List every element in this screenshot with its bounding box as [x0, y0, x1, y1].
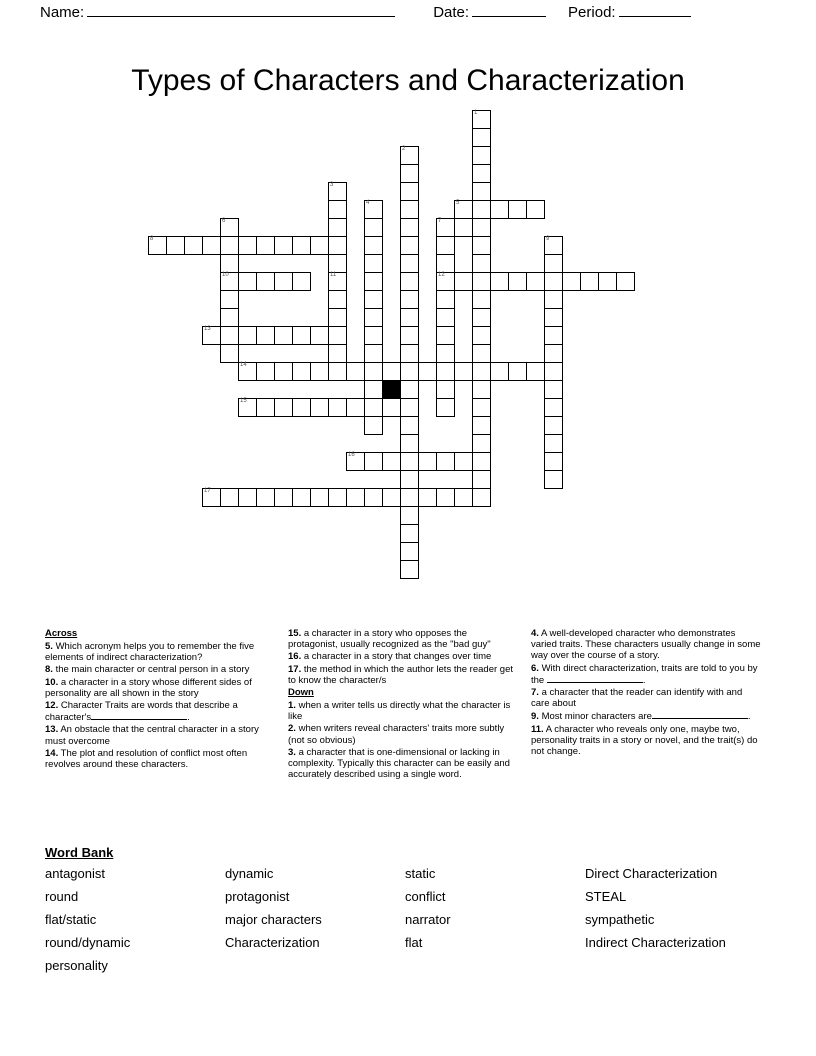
crossword-cell[interactable]	[328, 362, 347, 381]
crossword-block-cell	[382, 380, 401, 399]
word-bank-item[interactable]: flat	[405, 935, 423, 950]
crossword-cell[interactable]	[472, 416, 491, 435]
crossword-cell[interactable]	[454, 362, 473, 381]
clue-text: a character in a story who opposes the protagonist, usually recognized as the "bad guy"	[288, 628, 491, 651]
crossword-cell[interactable]	[292, 326, 311, 345]
crossword-cell-number: 13	[204, 326, 211, 332]
crossword-cell[interactable]	[220, 272, 239, 291]
clue-number: 14.	[45, 747, 59, 759]
crossword-cell[interactable]	[292, 398, 311, 417]
crossword-cell[interactable]	[400, 326, 419, 345]
across-heading: Across	[45, 628, 78, 639]
crossword-cell[interactable]	[454, 200, 473, 219]
clue-item	[531, 724, 763, 758]
crossword-cell[interactable]	[436, 236, 455, 255]
crossword-cell[interactable]	[472, 146, 491, 165]
crossword-cell[interactable]	[364, 452, 383, 471]
crossword-cell[interactable]	[418, 452, 437, 471]
crossword-cell[interactable]	[328, 272, 347, 291]
crossword-cell[interactable]	[472, 380, 491, 399]
word-bank-item[interactable]: round/dynamic	[45, 935, 131, 950]
clue-number: 2.	[288, 723, 296, 735]
crossword-cell[interactable]	[364, 272, 383, 291]
word-bank-item[interactable]: STEAL	[585, 889, 627, 904]
worksheet-header	[40, 4, 776, 21]
crossword-cell-number: 12	[438, 272, 445, 278]
crossword-cell[interactable]	[400, 290, 419, 309]
crossword-cell[interactable]	[544, 272, 563, 291]
clues-column-2	[288, 628, 531, 781]
crossword-cell[interactable]	[238, 272, 257, 291]
crossword-cell[interactable]	[346, 362, 365, 381]
clue-number: 3.	[288, 746, 296, 758]
crossword-cell[interactable]	[328, 254, 347, 273]
crossword-cell-number: 17	[204, 488, 211, 494]
crossword-cell[interactable]	[202, 236, 221, 255]
crossword-cell[interactable]	[544, 470, 563, 489]
clue-trailing-punctuation: .	[747, 711, 751, 723]
crossword-cell[interactable]	[436, 254, 455, 273]
clue-trailing-punctuation: .	[187, 712, 190, 724]
crossword-cell[interactable]	[436, 308, 455, 327]
crossword-cell[interactable]	[292, 488, 311, 507]
across-clue-list-part1	[45, 641, 276, 770]
crossword-cell[interactable]	[238, 488, 257, 507]
clue-number: 10.	[45, 676, 59, 688]
crossword-cell[interactable]	[400, 236, 419, 255]
clue-text: With direct characterization, traits are told to you by the	[531, 662, 758, 686]
crossword-cell[interactable]	[544, 236, 563, 255]
crossword-cell[interactable]	[472, 254, 491, 273]
clue-text: the main character or central person in a story	[52, 664, 250, 676]
crossword-cell[interactable]	[310, 236, 329, 255]
crossword-cell-number: 1	[474, 110, 478, 116]
period-label: Period:	[568, 4, 616, 21]
crossword-cell[interactable]	[400, 470, 419, 489]
crossword-cell[interactable]	[472, 182, 491, 201]
clue-text: when writers reveal characters' traits more subtly (not so obvious)	[288, 723, 505, 746]
crossword-cell[interactable]	[472, 488, 491, 507]
clue-item	[531, 663, 763, 686]
crossword-cell[interactable]	[544, 434, 563, 453]
page-title: Types of Characters and Characterization	[131, 64, 685, 98]
crossword-cell[interactable]	[346, 488, 365, 507]
crossword-cell[interactable]	[544, 326, 563, 345]
crossword-cell[interactable]	[328, 308, 347, 327]
clue-item	[45, 748, 276, 770]
clue-text: a character in a story that changes over time	[301, 651, 492, 663]
crossword-cell[interactable]	[436, 452, 455, 471]
crossword-cell[interactable]	[220, 344, 239, 363]
date-write-line[interactable]	[472, 4, 546, 17]
crossword-cell[interactable]	[364, 308, 383, 327]
crossword-cell-number: 9	[546, 236, 550, 242]
crossword-cell[interactable]	[364, 236, 383, 255]
crossword-cell[interactable]	[220, 254, 239, 273]
crossword-cell[interactable]	[382, 398, 401, 417]
clue-item	[45, 641, 276, 663]
word-bank-item[interactable]: major characters	[225, 912, 322, 927]
clue-item	[531, 628, 763, 662]
clue-number: 11.	[531, 723, 544, 735]
crossword-cell[interactable]	[544, 362, 563, 381]
clue-item	[45, 664, 276, 675]
crossword-cell[interactable]	[328, 344, 347, 363]
name-write-line[interactable]	[87, 4, 395, 17]
name-field-group	[40, 4, 395, 21]
clue-text: A character who reveals only one, maybe two, personality traits in a story or novel, and the trait(s) do not change.	[531, 723, 758, 758]
crossword-cell[interactable]	[256, 488, 275, 507]
crossword-cell[interactable]	[400, 146, 419, 165]
clue-number: 1.	[288, 700, 296, 712]
crossword-cell[interactable]	[184, 236, 203, 255]
crossword-cell-number: 8	[150, 236, 154, 242]
crossword-cell[interactable]	[472, 308, 491, 327]
crossword-cell[interactable]	[274, 272, 293, 291]
crossword-cell[interactable]	[256, 362, 275, 381]
crossword-cell-number: 11	[330, 272, 337, 278]
clue-answer-blank[interactable]	[652, 710, 748, 719]
word-bank-item[interactable]: flat/static	[45, 912, 97, 927]
crossword-cell[interactable]	[436, 290, 455, 309]
crossword-cell[interactable]	[544, 416, 563, 435]
crossword-cell[interactable]	[220, 326, 239, 345]
crossword-cell[interactable]	[436, 326, 455, 345]
crossword-cell[interactable]	[274, 236, 293, 255]
crossword-cell[interactable]	[382, 488, 401, 507]
crossword-cell-number: 14	[240, 362, 247, 368]
word-bank-item[interactable]: personality	[45, 958, 108, 973]
clue-answer-blank[interactable]	[91, 711, 187, 720]
crossword-cell[interactable]	[328, 488, 347, 507]
clue-number: 15.	[288, 628, 302, 639]
crossword-cell[interactable]	[274, 326, 293, 345]
crossword-cell[interactable]	[256, 272, 275, 291]
crossword-cell[interactable]	[400, 542, 419, 561]
name-label: Name:	[40, 4, 85, 21]
clues-column-1	[45, 628, 288, 771]
crossword-cell[interactable]	[472, 236, 491, 255]
clue-text: a character that the reader can identify with and care about	[531, 687, 743, 710]
crossword-cell[interactable]	[364, 362, 383, 381]
crossword-cell[interactable]	[238, 362, 257, 381]
crossword-cell[interactable]	[508, 272, 527, 291]
crossword-cell[interactable]	[310, 362, 329, 381]
crossword-cell-number: 16	[348, 452, 355, 458]
crossword-cell[interactable]	[544, 344, 563, 363]
crossword-cell[interactable]	[400, 488, 419, 507]
clue-item	[45, 724, 276, 746]
crossword-cell[interactable]	[400, 416, 419, 435]
word-bank-empty	[225, 957, 405, 975]
crossword-cell[interactable]	[328, 398, 347, 417]
crossword-cell[interactable]	[616, 272, 635, 291]
crossword-cell[interactable]	[400, 398, 419, 417]
word-bank-item[interactable]: round	[45, 889, 79, 904]
crossword-cell[interactable]	[472, 362, 491, 381]
clue-text: a character that is one-dimensional or lacking in complexity. Typically this character can be easily and accurately described using a single word.	[288, 746, 510, 781]
clue-text: A well-developed character who demonstrates varied traits. These characters usually change in some way over the course of a story.	[531, 628, 761, 662]
crossword-cell[interactable]	[364, 200, 383, 219]
clue-text: An obstacle that the central character in a story must overcome	[45, 724, 259, 747]
period-write-line[interactable]	[619, 4, 691, 17]
word-bank-item[interactable]: Direct Characterization	[585, 866, 718, 881]
crossword-cell[interactable]	[454, 452, 473, 471]
crossword-cell[interactable]	[454, 272, 473, 291]
crossword-cell[interactable]	[400, 524, 419, 543]
crossword-cell[interactable]	[454, 218, 473, 237]
crossword-cell[interactable]	[490, 362, 509, 381]
crossword-cell[interactable]	[472, 290, 491, 309]
word-bank-item[interactable]: Indirect Characterization	[585, 935, 726, 950]
clue-item	[531, 710, 763, 722]
crossword-cell[interactable]	[436, 398, 455, 417]
clue-item	[45, 700, 276, 723]
crossword-cell[interactable]	[436, 344, 455, 363]
crossword-cell-number: 6	[222, 218, 226, 224]
crossword-cell[interactable]	[292, 362, 311, 381]
clues-column-3	[531, 628, 775, 758]
crossword-cell[interactable]	[274, 398, 293, 417]
crossword-cell[interactable]	[526, 200, 545, 219]
crossword-cell[interactable]	[328, 200, 347, 219]
clue-item	[45, 677, 276, 699]
crossword-cell[interactable]	[472, 110, 491, 129]
crossword-cell[interactable]	[598, 272, 617, 291]
crossword-cell[interactable]	[328, 182, 347, 201]
crossword-cell[interactable]	[364, 290, 383, 309]
clue-number: 7.	[531, 687, 539, 699]
crossword-cell[interactable]	[238, 398, 257, 417]
crossword-cell[interactable]	[544, 290, 563, 309]
crossword-cell[interactable]	[400, 452, 419, 471]
crossword-cell[interactable]	[346, 398, 365, 417]
crossword-cell[interactable]	[400, 560, 419, 579]
clue-text: The plot and resolution of conflict most often revolves around these characters.	[45, 747, 248, 771]
crossword-cell[interactable]	[364, 254, 383, 273]
crossword-cell[interactable]	[472, 434, 491, 453]
word-bank-item[interactable]: conflict	[405, 889, 446, 904]
clue-number: 12.	[45, 700, 59, 712]
crossword-cell[interactable]	[328, 326, 347, 345]
clue-number: 4.	[531, 628, 539, 639]
word-bank-list	[45, 865, 775, 975]
crossword-cell[interactable]	[544, 308, 563, 327]
crossword-cell[interactable]	[472, 200, 491, 219]
crossword-cell[interactable]	[400, 308, 419, 327]
crossword-cell[interactable]	[220, 236, 239, 255]
crossword-cell[interactable]	[310, 326, 329, 345]
crossword-cell[interactable]	[472, 218, 491, 237]
word-bank-section	[45, 845, 775, 975]
word-bank-item[interactable]: dynamic	[225, 866, 274, 881]
crossword-cell[interactable]	[418, 362, 437, 381]
crossword-cell[interactable]	[238, 236, 257, 255]
crossword-cell[interactable]	[364, 218, 383, 237]
crossword-cell[interactable]	[508, 362, 527, 381]
crossword-cell[interactable]	[220, 488, 239, 507]
crossword-cell[interactable]	[220, 218, 239, 237]
down-clue-list-part2	[531, 628, 763, 757]
clue-trailing-punctuation: .	[642, 674, 646, 686]
word-bank-heading: Word Bank	[45, 845, 114, 860]
crossword-cell[interactable]	[274, 362, 293, 381]
date-label: Date:	[433, 4, 470, 21]
crossword-cell[interactable]	[526, 362, 545, 381]
crossword-cell[interactable]	[544, 380, 563, 399]
crossword-cell[interactable]	[400, 164, 419, 183]
crossword-cell[interactable]	[328, 290, 347, 309]
crossword-cell[interactable]	[400, 506, 419, 525]
crossword-cell[interactable]	[328, 218, 347, 237]
word-bank-empty	[405, 957, 585, 975]
crossword-cell[interactable]	[472, 452, 491, 471]
clue-text: the method in which the author lets the reader get to know the character/s	[288, 663, 513, 686]
crossword-cell[interactable]	[202, 326, 221, 345]
crossword-cell[interactable]	[364, 398, 383, 417]
clue-text: Character Traits are words that describe a character's	[45, 700, 238, 724]
crossword-cell[interactable]	[256, 398, 275, 417]
clue-item	[288, 651, 519, 662]
crossword-cell[interactable]	[328, 236, 347, 255]
crossword-cell[interactable]	[472, 470, 491, 489]
crossword-cell[interactable]	[418, 488, 437, 507]
clues-section	[45, 628, 775, 781]
crossword-cell[interactable]	[526, 272, 545, 291]
crossword-cell[interactable]	[472, 398, 491, 417]
clue-number: 17.	[288, 663, 302, 675]
crossword-cell[interactable]	[400, 380, 419, 399]
crossword-cell[interactable]	[544, 254, 563, 273]
crossword-cell[interactable]	[490, 200, 509, 219]
crossword-cell-number: 2	[402, 146, 406, 152]
crossword-cell-number: 15	[240, 398, 247, 404]
period-field-group	[568, 4, 691, 21]
clue-number: 13.	[45, 724, 59, 736]
crossword-cell[interactable]	[472, 326, 491, 345]
crossword-cell[interactable]	[256, 236, 275, 255]
clue-text: a character in a story whose different sides of personality are all shown in the story	[45, 676, 252, 699]
crossword-cell[interactable]	[400, 434, 419, 453]
word-bank-item[interactable]: sympathetic	[585, 912, 655, 927]
clue-number: 16.	[288, 651, 302, 663]
crossword-cell[interactable]	[508, 200, 527, 219]
word-bank-item[interactable]: narrator	[405, 912, 451, 927]
crossword-cell[interactable]	[436, 362, 455, 381]
crossword-cell[interactable]	[472, 164, 491, 183]
crossword-cell[interactable]	[310, 398, 329, 417]
crossword-cell[interactable]	[400, 344, 419, 363]
crossword-cell[interactable]	[472, 272, 491, 291]
crossword-cell-number: 10	[222, 272, 229, 278]
crossword-cell[interactable]	[346, 452, 365, 471]
clue-number: 9.	[531, 711, 539, 723]
word-bank-empty	[585, 957, 775, 975]
crossword-grid[interactable]	[148, 110, 678, 610]
crossword-cell[interactable]	[562, 272, 581, 291]
crossword-cell-number: 3	[330, 182, 334, 188]
crossword-cell-number: 4	[366, 200, 370, 206]
crossword-cell[interactable]	[202, 488, 221, 507]
clue-text: Most minor characters are	[538, 711, 652, 723]
clue-answer-blank[interactable]	[547, 674, 643, 683]
crossword-cell[interactable]	[400, 254, 419, 273]
crossword-cell[interactable]	[436, 488, 455, 507]
crossword-cell-number: 5	[456, 200, 460, 206]
crossword-cell[interactable]	[544, 452, 563, 471]
clue-text: when a writer tells us directly what the character is like	[288, 700, 511, 723]
crossword-cell[interactable]	[490, 272, 509, 291]
clue-item	[288, 747, 519, 781]
crossword-cell[interactable]	[274, 488, 293, 507]
crossword-cell[interactable]	[166, 236, 185, 255]
word-bank-item[interactable]: antagonist	[45, 866, 105, 881]
crossword-cell[interactable]	[472, 344, 491, 363]
crossword-cell[interactable]	[238, 326, 257, 345]
date-field-group	[433, 4, 546, 21]
word-bank-item[interactable]: static	[405, 866, 436, 881]
crossword-cell[interactable]	[580, 272, 599, 291]
across-clue-list-part2	[288, 628, 519, 686]
crossword-cell-number: 7	[438, 218, 442, 224]
clue-number: 6.	[531, 662, 539, 674]
crossword-cell[interactable]	[220, 308, 239, 327]
clue-item	[288, 628, 519, 650]
clue-number: 8.	[45, 664, 53, 676]
clue-item	[288, 723, 519, 745]
clue-number: 5.	[45, 641, 53, 652]
crossword-cell[interactable]	[436, 380, 455, 399]
crossword-cell[interactable]	[436, 272, 455, 291]
crossword-cell[interactable]	[400, 182, 419, 201]
crossword-cell[interactable]	[400, 272, 419, 291]
crossword-cell[interactable]	[436, 218, 455, 237]
crossword-cell[interactable]	[220, 290, 239, 309]
crossword-cell[interactable]	[148, 236, 167, 255]
crossword-cell[interactable]	[400, 362, 419, 381]
down-heading: Down	[288, 687, 314, 699]
clue-item	[531, 687, 763, 709]
crossword-cell[interactable]	[454, 488, 473, 507]
crossword-cell[interactable]	[400, 200, 419, 219]
clue-item	[288, 664, 519, 686]
crossword-cell[interactable]	[256, 326, 275, 345]
clue-item	[288, 700, 519, 722]
crossword-cell[interactable]	[364, 488, 383, 507]
crossword-cell[interactable]	[310, 488, 329, 507]
crossword-cell[interactable]	[400, 218, 419, 237]
crossword-cell[interactable]	[544, 398, 563, 417]
crossword-cell[interactable]	[382, 362, 401, 381]
clue-text: Which acronym helps you to remember the five elements of indirect characterization?	[45, 641, 255, 664]
crossword-cell[interactable]	[292, 272, 311, 291]
crossword-cell[interactable]	[382, 452, 401, 471]
crossword-cell[interactable]	[364, 344, 383, 363]
crossword-cell[interactable]	[292, 236, 311, 255]
crossword-cell[interactable]	[364, 326, 383, 345]
crossword-cell[interactable]	[472, 128, 491, 147]
word-bank-item[interactable]: protagonist	[225, 889, 290, 904]
word-bank-item[interactable]: Characterization	[225, 935, 320, 950]
crossword-cell[interactable]	[364, 416, 383, 435]
down-clue-list-part1	[288, 700, 519, 780]
crossword-cell[interactable]	[364, 380, 383, 399]
